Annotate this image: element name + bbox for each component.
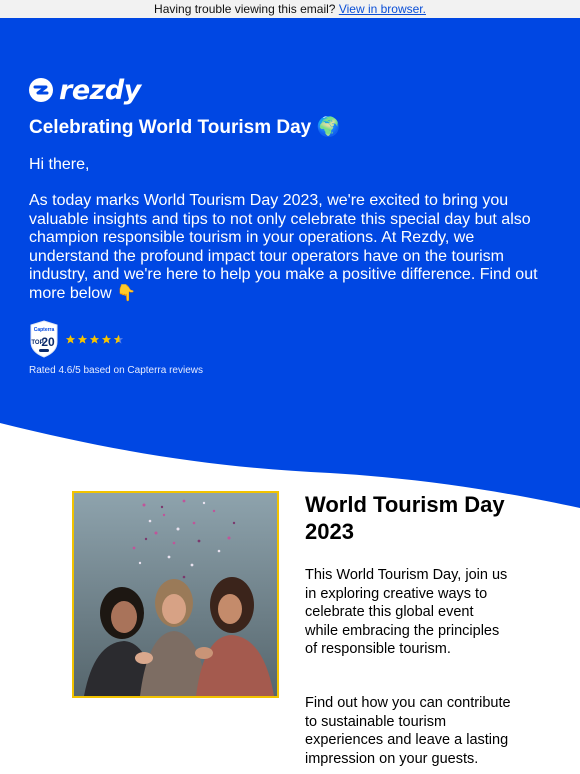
rating-caption: Rated 4.6/5 based on Capterra reviews (29, 365, 203, 376)
greeting-text: Hi there, (29, 156, 90, 173)
feature-paragraph-2: Find out how you can contribute to sustainable tourism experiences and leave a lasting impression on your guests. (305, 695, 511, 767)
capterra-badge-number: 20 (41, 335, 55, 349)
star-partial-icon (113, 334, 124, 345)
hero-section (0, 18, 580, 508)
celebration-photo (74, 493, 277, 696)
view-in-browser-link[interactable]: View in browser. (338, 2, 426, 16)
star-full-icon (65, 334, 76, 345)
capterra-badge-top: TOP (31, 340, 44, 346)
feature-image[interactable] (72, 491, 279, 698)
preheader-text: Having trouble viewing this email? (154, 2, 336, 16)
feature-title: World Tourism Day 2023 (305, 492, 505, 544)
rezdy-logo[interactable] (29, 75, 141, 105)
preheader-bar (0, 0, 580, 18)
capterra-badge-brand: Capterra (33, 327, 55, 333)
star-full-icon (89, 334, 100, 345)
rezdy-logo-icon (29, 78, 53, 102)
feature-paragraph-1: This World Tourism Day, join us in exploring creative ways to celebrate this global event while embracing the principles of responsible tourism. (305, 567, 508, 657)
star-full-icon (77, 334, 88, 345)
capterra-top20-shield-icon (29, 320, 59, 358)
intro-paragraph: As today marks World Tourism Day 2023, we're excited to bring you valuable insights and tips to not only celebrate this special day but also champion responsible tourism in your operations. At Rezdy, we understand the profound impact tour operators have on the tourism industry, and we're here to help you make a positive difference. Find out more below 👇 (29, 192, 538, 302)
star-rating (65, 334, 124, 345)
star-full-icon (101, 334, 112, 345)
hero-title: Celebrating World Tourism Day 🌍 (29, 117, 341, 138)
capterra-badge-row (29, 320, 124, 358)
rezdy-wordmark: rezdy (59, 74, 141, 106)
